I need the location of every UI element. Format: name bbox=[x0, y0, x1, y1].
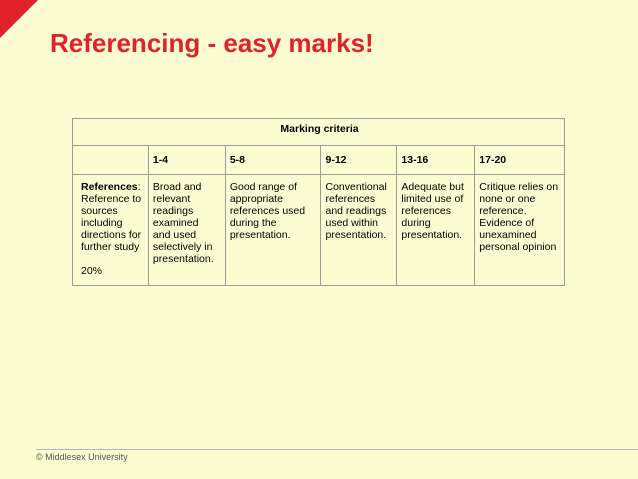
cell-line: presentation. bbox=[152, 253, 214, 265]
criterion-desc-line: Reference to bbox=[81, 193, 142, 205]
criterion-row bbox=[73, 175, 565, 286]
criterion-desc-line: directions for bbox=[81, 229, 142, 241]
band-1-4: 1-4 bbox=[148, 146, 225, 175]
cell-line: readings bbox=[152, 205, 194, 217]
criterion-cell bbox=[73, 175, 149, 286]
cell-line: and readings bbox=[325, 205, 387, 217]
criterion-name-suffix: : bbox=[137, 181, 141, 193]
cell-band-17-20 bbox=[475, 175, 565, 286]
band-9-12: 9-12 bbox=[321, 146, 397, 175]
cell-line: unexamined bbox=[479, 229, 537, 241]
footer-divider bbox=[36, 449, 638, 450]
corner-accent bbox=[0, 0, 38, 38]
cell-line: during the bbox=[229, 217, 277, 229]
cell-line: personal opinion bbox=[479, 241, 557, 253]
criterion-name: References bbox=[81, 181, 138, 193]
cell-line: Critique relies on bbox=[479, 181, 559, 193]
criterion-desc-line: further study bbox=[81, 241, 140, 253]
cell-line: examined bbox=[152, 217, 199, 229]
band-row bbox=[73, 146, 565, 175]
slide-title: Referencing - easy marks! bbox=[50, 28, 374, 58]
cell-line: none or one bbox=[479, 193, 536, 205]
cell-line: used within bbox=[325, 217, 379, 229]
cell-line: selectively in bbox=[152, 241, 213, 253]
cell-line: presentation. bbox=[325, 229, 387, 241]
cell-line: presentation. bbox=[229, 229, 291, 241]
cell-line: limited use of bbox=[401, 193, 464, 205]
criterion-desc-line: including bbox=[81, 217, 123, 229]
cell-line: relevant bbox=[152, 193, 191, 205]
cell-line: Good range of bbox=[229, 181, 297, 193]
cell-band-1-4 bbox=[148, 175, 225, 286]
cell-line: presentation. bbox=[401, 229, 463, 241]
cell-band-9-12 bbox=[321, 175, 397, 286]
cell-line: Adequate but bbox=[401, 181, 464, 193]
band-5-8: 5-8 bbox=[225, 146, 321, 175]
cell-line: reference. bbox=[479, 205, 527, 217]
criterion-weight: 20% bbox=[81, 265, 103, 277]
cell-line: references used bbox=[229, 205, 306, 217]
band-17-20: 17-20 bbox=[475, 146, 565, 175]
criterion-desc-line: sources bbox=[81, 205, 118, 217]
table-header: Marking criteria bbox=[73, 119, 565, 146]
cell-band-13-16 bbox=[397, 175, 475, 286]
cell-line: references bbox=[325, 193, 376, 205]
band-13-16: 13-16 bbox=[397, 146, 475, 175]
cell-line: Broad and bbox=[152, 181, 202, 193]
cell-line: references bbox=[401, 205, 451, 217]
cell-line: appropriate bbox=[229, 193, 283, 205]
cell-line: during bbox=[401, 217, 431, 229]
footer-copyright: © Middlesex University bbox=[36, 452, 128, 462]
cell-line: and used bbox=[152, 229, 197, 241]
cell-line: Conventional bbox=[325, 181, 387, 193]
marking-criteria-table bbox=[72, 118, 565, 286]
cell-line: Evidence of bbox=[479, 217, 535, 229]
cell-band-5-8 bbox=[225, 175, 321, 286]
band-blank-cell bbox=[73, 146, 149, 175]
